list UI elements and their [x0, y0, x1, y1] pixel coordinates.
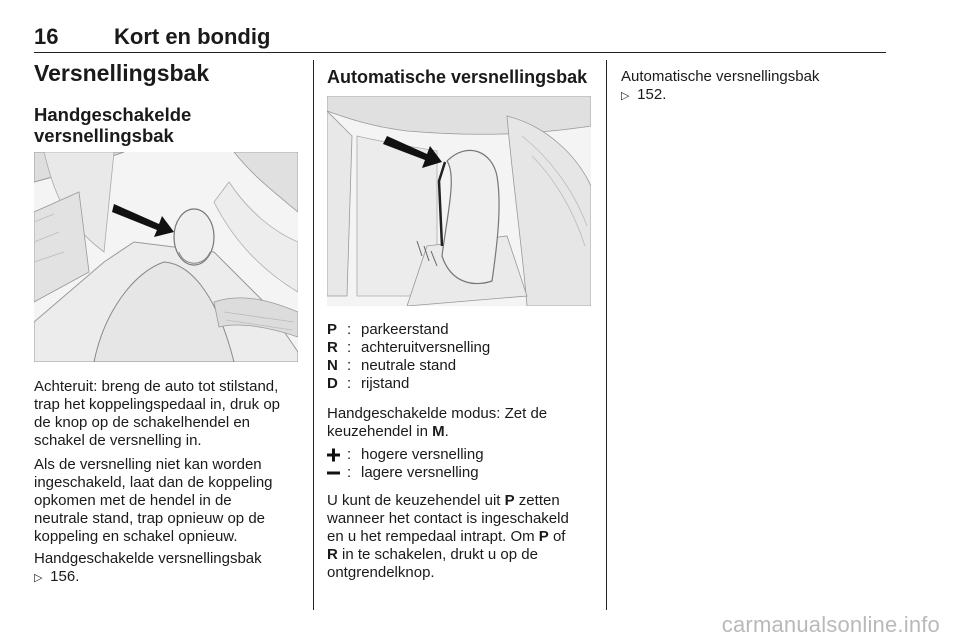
legend-separator: : [347, 339, 352, 356]
engage-gear-paragraph [34, 456, 273, 546]
shift-direction-legend [327, 446, 484, 482]
legend-key: P [327, 321, 338, 338]
manual-gearbox-reference[interactable] [34, 550, 262, 587]
column-divider-right [606, 60, 607, 610]
text-line: neutrale stand, trap opnieuw op de [34, 510, 265, 527]
legend-text: neutrale stand [361, 357, 457, 374]
text-line: Handgeschakelde modus: Zet de [327, 405, 548, 422]
text-fragment: zetten [514, 492, 560, 509]
column-divider-left [313, 60, 314, 610]
chapter-title: Kort en bondig [114, 24, 271, 49]
legend-separator: : [347, 464, 352, 481]
legend-text: lagere versnelling [361, 464, 479, 481]
park-key: P [538, 528, 549, 545]
text-line: koppeling en schakel opnieuw. [34, 528, 238, 545]
unlock-paragraph [327, 492, 569, 582]
selector-positions-legend [327, 321, 490, 393]
automatic-selector-lever-illustration [327, 96, 591, 306]
legend-key: N [327, 357, 338, 374]
site-watermark: carmanualsonline.info [721, 612, 940, 637]
legend-row [327, 339, 490, 357]
reference-page: 152. [637, 86, 667, 103]
text-line: ingeschakeld, laat dan de koppeling [34, 474, 273, 491]
legend-key: D [327, 375, 338, 392]
reference-text: Handgeschakelde versnellingsbak [34, 550, 262, 567]
reference-text: Automatische versnellingsbak [621, 68, 820, 85]
page-number: 16 [34, 24, 59, 49]
text-line: trap het koppelingspedaal in, druk op [34, 396, 281, 413]
text-line: Als de versnelling niet kan worden [34, 456, 262, 473]
page-reference-arrow-icon: ▷ [621, 90, 630, 102]
page-reference-arrow-icon: ▷ [34, 572, 43, 584]
text-line: opkomen met de hendel in de [34, 492, 232, 509]
legend-row [327, 446, 484, 464]
manual-gear-lever-illustration [34, 152, 298, 362]
legend-separator: : [347, 446, 352, 463]
text-fragment: of [548, 528, 566, 545]
legend-text: rijstand [361, 375, 410, 392]
subsection-title-line1: Handgeschakelde [34, 104, 192, 125]
text-line: ontgrendelknop. [327, 564, 435, 581]
section-title-automatic: Automatische versnellingsbak [327, 67, 588, 87]
legend-separator: : [347, 357, 352, 374]
automatic-gearbox-reference[interactable] [621, 68, 819, 105]
legend-text: hogere versnelling [361, 446, 484, 463]
text-fragment: . [444, 423, 449, 440]
legend-key: R [327, 339, 338, 356]
legend-row [327, 321, 490, 339]
legend-separator: : [347, 321, 352, 338]
text-fragment: keuzehendel in [327, 423, 428, 440]
legend-row [327, 375, 490, 393]
reference-page: 156. [50, 568, 80, 585]
manual-mode-paragraph [327, 405, 547, 441]
park-key: P [504, 492, 515, 509]
legend-text: parkeerstand [361, 321, 449, 338]
text-fragment: en u het rempedaal intrapt. Om [327, 528, 539, 545]
legend-separator: : [347, 375, 352, 392]
reverse-instruction-paragraph [34, 378, 280, 450]
legend-text: achteruitversnelling [361, 339, 491, 356]
text-fragment: in te schakelen, drukt u op de [337, 546, 538, 563]
section-title: Versnellingsbak [34, 60, 210, 86]
minus-icon [327, 464, 347, 482]
text-fragment: U kunt de keuzehendel uit [327, 492, 505, 509]
legend-row [327, 357, 490, 375]
text-line: de knop op de schakelhendel en [34, 414, 251, 431]
manual-mode-key: M [432, 423, 445, 440]
text-line: Achteruit: breng de auto tot stilstand, [34, 378, 279, 395]
legend-row [327, 464, 484, 482]
page-header [34, 24, 886, 53]
subsection-title-line2: versnellingsbak [34, 125, 174, 146]
reverse-key: R [327, 546, 338, 563]
plus-icon [327, 446, 347, 464]
text-line: schakel de versnelling in. [34, 432, 202, 449]
text-line: wanneer het contact is ingeschakeld [327, 510, 569, 527]
